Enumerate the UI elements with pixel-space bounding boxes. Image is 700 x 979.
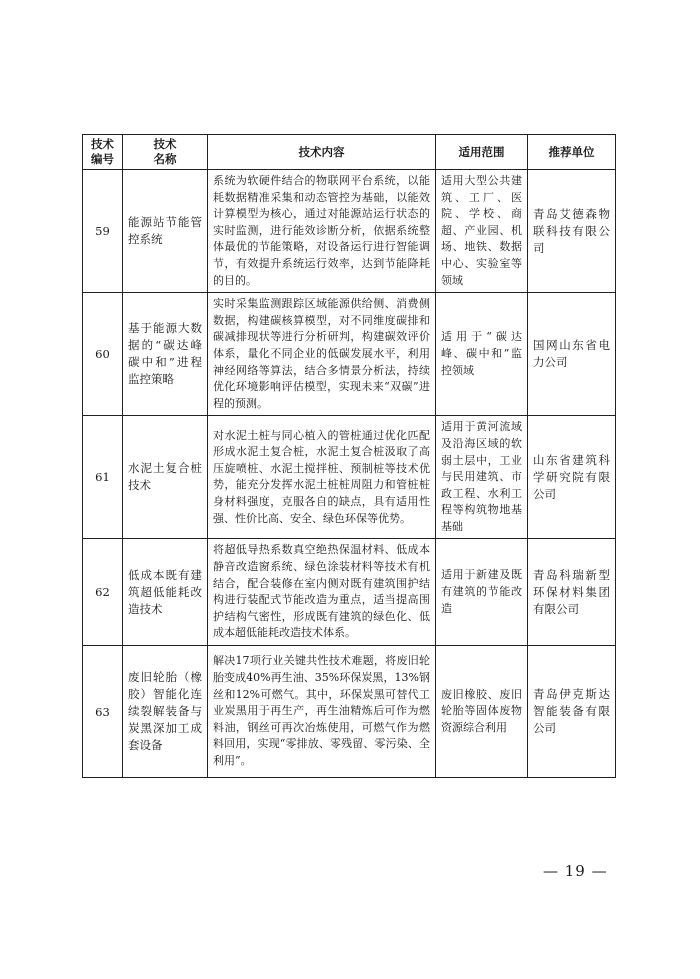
tech-name: 基于能源大数据的“碳达峰碳中和”进程监控策略 xyxy=(123,293,208,416)
tech-content: 实时采集监测跟踪区域能源供给侧、消费侧数据，构建碳核算模型，对不同维度碳排和碳减排现状等进行分析研判，构建碳效评价体系，量化不同企业的低碳发展水平，利用神经网络等算法，结合多情景分析法，持续优化环境影响评估模型，实现未来“双碳”进程的预测。 xyxy=(208,293,436,416)
tech-number: 59 xyxy=(83,170,123,293)
table-row xyxy=(83,293,616,416)
tech-scope: 适用于“碳达峰、碳中和”监控领域 xyxy=(436,293,528,416)
page-number: — 19 — xyxy=(543,862,608,880)
technology-table xyxy=(82,134,616,778)
header-tech-content: 技术内容 xyxy=(208,135,436,170)
tech-scope: 适用于新建及既有建筑的节能改造 xyxy=(436,539,528,646)
recommending-org: 青岛科瑞新型环保材料集团有限公司 xyxy=(528,539,616,646)
recommending-org: 国网山东省电力公司 xyxy=(528,293,616,416)
table-row xyxy=(83,170,616,293)
tech-content: 对水泥土桩与同心植入的管桩通过优化匹配形成水泥土复合桩，水泥土复合桩汲取了高压旋喷桩、水泥土搅拌桩、预制桩等技术优势，能充分发挥水泥土桩桩周阻力和管桩桩身材料强度，克服各自的缺点，具有适用性强、性价比高、安全、绿色环保等优势。 xyxy=(208,416,436,539)
table-row xyxy=(83,539,616,646)
header-tech-name: 技术 名称 xyxy=(123,135,208,170)
header-scope: 适用范围 xyxy=(436,135,528,170)
header-recommending-org: 推荐单位 xyxy=(528,135,616,170)
tech-scope: 适用大型公共建筑、工厂、医院、学校、商超、产业园、机场、地铁、数据中心、实验室等领域 xyxy=(436,170,528,293)
tech-content: 将超低导热系数真空绝热保温材料、低成本静音改造窗系统、绿色涂装材料等技术有机结合，配合装修在室内侧对既有建筑围护结构进行装配式节能改造为重点，适当提高围护结构气密性，形成既有建筑的绿色化、低成本超低能耗改造技术体系。 xyxy=(208,539,436,646)
recommending-org: 青岛伊克斯达智能装备有限公司 xyxy=(528,646,616,778)
tech-number: 61 xyxy=(83,416,123,539)
recommending-org: 青岛艾德森物联科技有限公司 xyxy=(528,170,616,293)
tech-name: 废旧轮胎（橡胶）智能化连续裂解装备与炭黑深加工成套设备 xyxy=(123,646,208,778)
tech-content: 系统为软硬件结合的物联网平台系统，以能耗数据精准采集和动态管控为基础，以能效计算模型为核心，通过对能源站运行状态的实时监测，进行能效诊断分析，依据系统整体最优的节能策略，对设备运行进行智能调节，有效提升系统运行效率，达到节能降耗的目的。 xyxy=(208,170,436,293)
tech-scope: 废旧橡胶、废旧轮胎等固体废物资源综合利用 xyxy=(436,646,528,778)
table-header-row xyxy=(83,135,616,170)
tech-content: 解决17项行业关键共性技术难题，将废旧轮胎变成40%再生油、35%环保炭黑，13%钢丝和12%可燃气。其中，环保炭黑可替代工业炭黑用于再生产，再生油精炼后可作为燃料油，钢丝可再次冶炼使用，可燃气作为燃料回用，实现“零排放、零残留、零污染、全利用”。 xyxy=(208,646,436,778)
table-row xyxy=(83,416,616,539)
tech-scope: 适用于黄河流域及沿海区域的软弱土层中，工业与民用建筑、市政工程、水利工程等构筑物地基基础 xyxy=(436,416,528,539)
tech-name: 水泥土复合桩技术 xyxy=(123,416,208,539)
tech-number: 60 xyxy=(83,293,123,416)
table-row xyxy=(83,646,616,778)
tech-name: 低成本既有建筑超低能耗改造技术 xyxy=(123,539,208,646)
recommending-org: 山东省建筑科学研究院有限公司 xyxy=(528,416,616,539)
tech-name: 能源站节能管控系统 xyxy=(123,170,208,293)
tech-number: 63 xyxy=(83,646,123,778)
header-tech-number: 技术 编号 xyxy=(83,135,123,170)
tech-number: 62 xyxy=(83,539,123,646)
